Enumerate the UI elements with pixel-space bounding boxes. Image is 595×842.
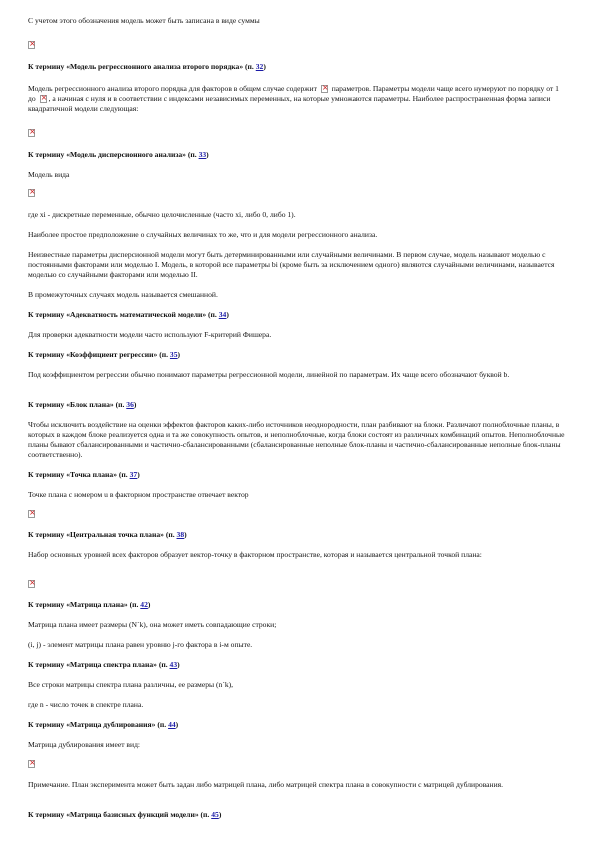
broken-image-icon [321, 85, 328, 93]
heading-text: К термину «Модель регрессионного анализа второго порядка» (п. [28, 62, 256, 71]
heading-text: К термину «Центральная точка плана» (п. [28, 530, 177, 539]
heading-suffix: ) [218, 810, 222, 819]
heading-text: К термину «Матрица плана» (п. [28, 600, 141, 609]
text-fragment: параметров. Параметры модели чаще всего нумеруют по порядку от 1 до [28, 84, 559, 103]
clause-link-32[interactable]: 32 [255, 62, 264, 71]
heading-text: К термину «Матрица спектра плана» (п. [28, 660, 170, 669]
clause-link-44[interactable]: 44 [168, 720, 176, 729]
heading-suffix: ) [147, 600, 151, 609]
paragraph: Точке плана с номером u в факторном пространстве отвечает вектор [28, 490, 249, 499]
paragraph: Наиболее простое предположение о случайных величинах то же, что и для модели регрессионного анализа. [28, 230, 378, 239]
text-fragment: Модель регрессионного анализа второго порядка для факторов в общем случае содержит [28, 84, 317, 93]
clause-link-38[interactable]: 38 [176, 530, 185, 539]
paragraph: Модель вида [28, 170, 70, 179]
clause-link-37[interactable]: 37 [129, 470, 138, 479]
heading-text: К термину «Матрица дублирования» (п. [28, 720, 169, 729]
paragraph: Все строки матрицы спектра плана различны, ее размеры (n´k), [28, 680, 234, 689]
paragraph: Набор основных уровней всех факторов образует вектор-точку в факторном пространстве, которая и называется центральной точкой плана: [28, 550, 482, 559]
paragraph: Неизвестные параметры дисперсионной модели могут быть детерминированными или случайными величинами. В первом случае, модель называют моделью с постоянными факторами или моделью I. Модель, в которой все параметры bi (кроме быть за исключением одного) являются случайными величинами, называется моделью со случайными факторами или моделью II. [28, 250, 555, 279]
heading-suffix: ) [175, 720, 179, 729]
clause-link-45[interactable]: 45 [211, 810, 219, 819]
section-heading [28, 720, 568, 730]
heading-text: К термину «Блок плана» (п. [28, 400, 127, 409]
heading-suffix: ) [206, 150, 209, 159]
heading-suffix: ) [263, 62, 266, 71]
section-heading [28, 810, 568, 820]
clause-link-36[interactable]: 36 [126, 400, 134, 409]
heading-text: К термину «Точка плана» (п. [28, 470, 130, 479]
paragraph: где xi - дискретные переменные, обычно целочисленные (часто xi, либо 0, либо 1). [28, 210, 296, 219]
paragraph: Примечание. План эксперимента может быть задан либо матрицей плана, либо матрицей спектра плана в совокупности с матрицей дублирования. [28, 780, 504, 789]
heading-suffix: ) [177, 350, 181, 359]
text-fragment: , а начиная с нуля и в соответствии с индексами независимых переменных, на которые умножаются параметры. Наиболее распространенная форма записи квадратичной модели следующая: [28, 94, 551, 113]
clause-link-43[interactable]: 43 [169, 660, 178, 669]
paragraph: Для проверки адекватности модели часто используют F-критерий Фишера. [28, 330, 272, 339]
heading-text: К термину «Матрица базисных функций модели» (п. [28, 810, 212, 819]
clause-link-34[interactable]: 34 [218, 310, 227, 319]
broken-image-icon [28, 760, 35, 768]
clause-link-33[interactable]: 33 [198, 150, 207, 159]
paragraph: Матрица дублирования имеет вид: [28, 740, 141, 749]
heading-text: К термину «Коэффициент регрессии» (п. [28, 350, 170, 359]
heading-suffix: ) [177, 660, 180, 669]
section-heading [28, 150, 568, 160]
paragraph: (i, j) - элемент матрицы плана равен уровню j-го фактора в i-м опыте. [28, 640, 253, 649]
clause-link-35[interactable]: 35 [169, 350, 178, 359]
paragraph: В промежуточных случаях модель называется смешанной. [28, 290, 218, 299]
paragraph: где n - число точек в спектре плана. [28, 700, 144, 709]
broken-image-icon [28, 129, 35, 137]
broken-image-icon [28, 510, 35, 518]
section-heading [28, 62, 568, 72]
section-heading [28, 660, 568, 670]
paragraph: С учетом этого обозначения модель может быть записана в виде суммы [28, 16, 260, 25]
paragraph: Под коэффициентом регрессии обычно понимают параметры регрессионной модели, линейной по параметрам. Их чаще всего обозначают буквой b. [28, 370, 510, 379]
broken-image-icon [28, 41, 35, 49]
broken-image-icon [28, 580, 35, 588]
heading-suffix: ) [226, 310, 229, 319]
paragraph: Чтобы исключить воздействие на оценки эффектов факторов каких-либо источников неоднородности, план разбивают на блоки. Различают полноблочные планы, в которых в каждом блоке реализуется одна и та же совокупность опытов, и неполноблочные, когда блоки состоят из различных комбинаций опытов. Неполноблочные планы бывают сбалансированными и частично-сбалансированными (сбалансированные неполные блок-планы и частично-сбалансированные неполные блок-планы соответственно). [28, 420, 565, 459]
clause-link-42[interactable]: 42 [140, 600, 148, 609]
heading-text: К термину «Модель дисперсионного анализа» (п. [28, 150, 199, 159]
section-heading [28, 310, 568, 320]
broken-image-icon [40, 95, 47, 103]
heading-suffix: ) [184, 530, 187, 539]
section-heading [28, 400, 568, 410]
section-heading [28, 350, 568, 360]
section-heading [28, 470, 568, 480]
heading-text: К термину «Адекватность математической модели» (п. [28, 310, 219, 319]
broken-image-icon [28, 189, 35, 197]
section-heading [28, 530, 568, 540]
paragraph: Матрица плана имеет размеры (N´k), она может иметь совпадающие строки; [28, 620, 277, 629]
paragraph [28, 84, 568, 114]
section-heading [28, 600, 568, 610]
heading-suffix: ) [137, 470, 140, 479]
heading-suffix: ) [133, 400, 137, 409]
